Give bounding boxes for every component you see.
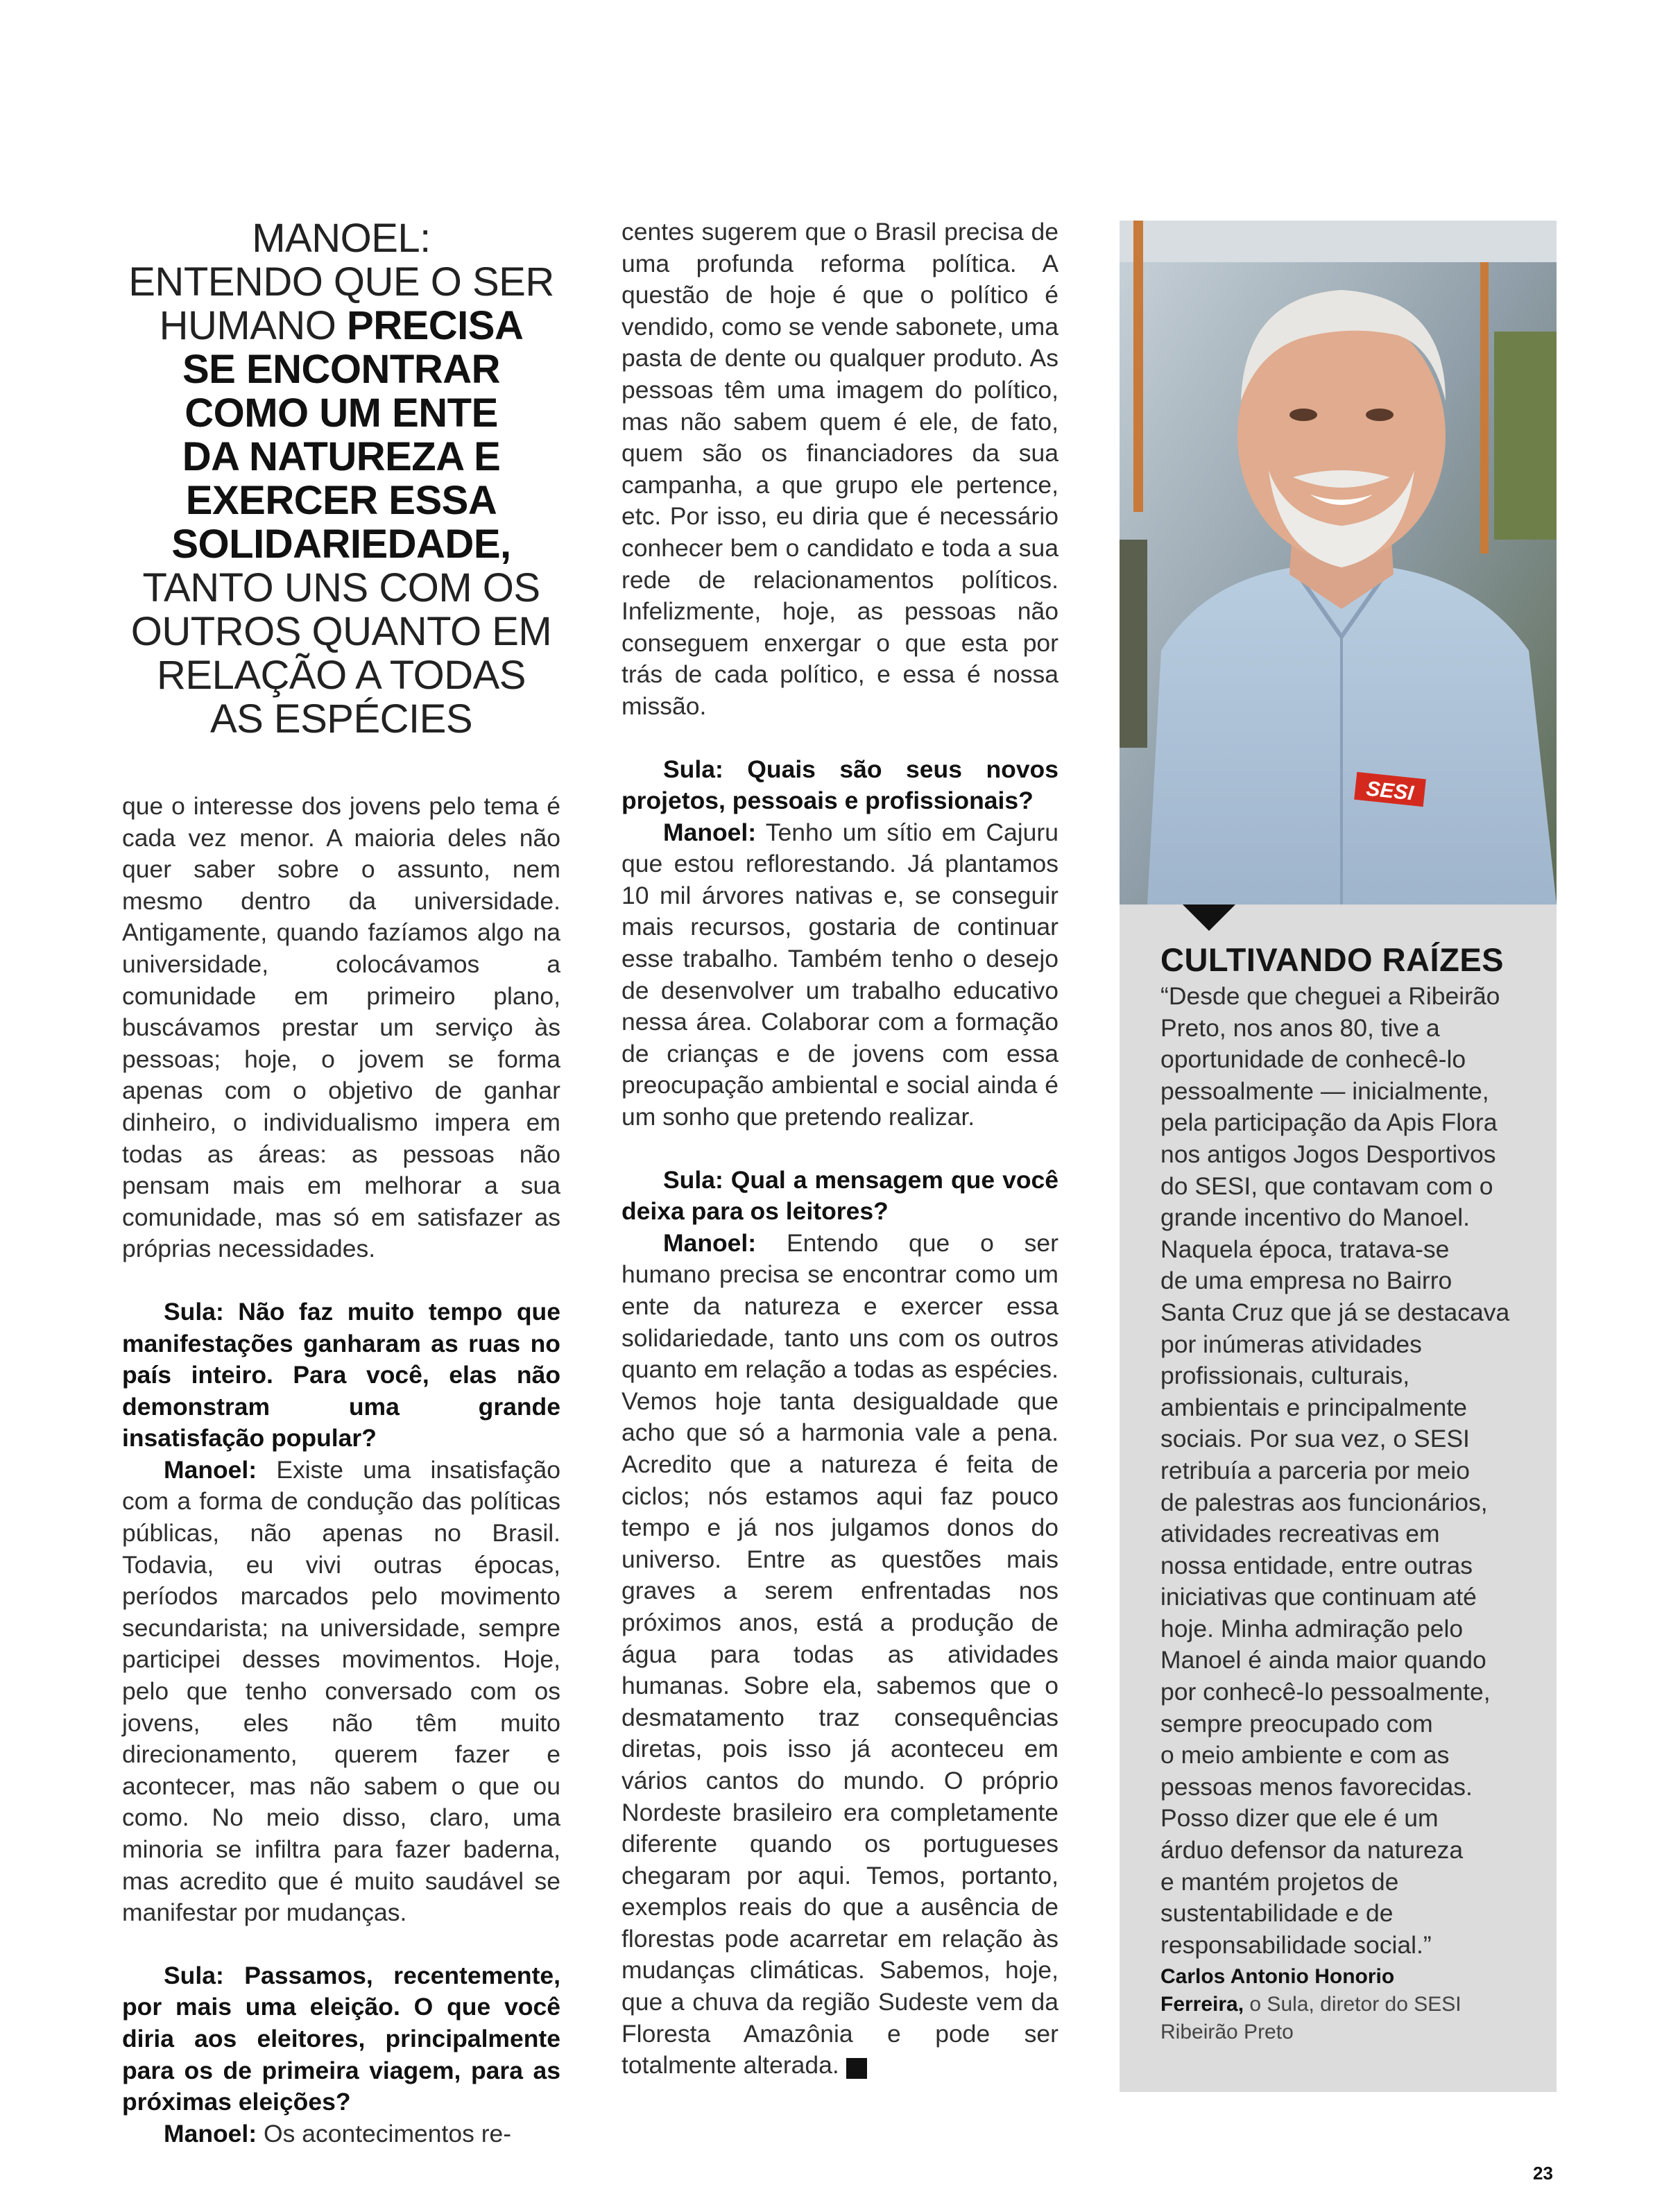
- speaker-label: Manoel:: [663, 818, 757, 846]
- sidebar-line: pessoas menos favorecidas.: [1160, 1772, 1473, 1801]
- sidebar-line: sustentabilidade e de: [1160, 1899, 1394, 1928]
- pull-quote-line: AS ESPÉCIES: [209, 696, 473, 741]
- portrait-photo: [1120, 221, 1557, 904]
- sidebar-line: Preto, nos anos 80, tive a: [1160, 1013, 1440, 1042]
- pull-quote-line: OUTROS QUANTO EM: [130, 609, 552, 654]
- signature-name: Ferreira,: [1160, 1993, 1244, 2016]
- sidebar-line: ambientais e principalmente: [1160, 1393, 1468, 1421]
- pull-quote: [122, 216, 560, 741]
- sidebar-line: nos antigos Jogos Desportivos: [1160, 1140, 1496, 1168]
- sidebar-line: do SESI, que contavam com o: [1160, 1172, 1493, 1200]
- pull-quote-fragment: HUMANO: [159, 303, 348, 348]
- interview-answer: [622, 1228, 1058, 2082]
- sidebar-line: de palestras aos funcionários,: [1160, 1488, 1488, 1516]
- sidebar-line: por inúmeras atividades: [1160, 1330, 1422, 1358]
- sidebar-line: iniciativas que continuam até: [1160, 1583, 1477, 1611]
- answer-text: Tenho um sítio em Cajuru que estou reflorestando. Já plantamos 10 mil árvores nativas e, se conseguir mais recursos, gostaria de continuar esse trabalho. Também tenho o desejo de desenvolver um trabalho educativo nessa área. Colaborar com a formação de crianças e de jovens com essa preocupação ambiental e social ainda é um sonho que pretendo realizar.: [622, 818, 1058, 1131]
- pull-quote-line: TANTO UNS COM OS: [142, 565, 540, 610]
- end-mark-icon: r: [846, 2058, 867, 2079]
- sidebar-line: de uma empresa no Bairro: [1160, 1267, 1452, 1295]
- speaker-label: Manoel:: [164, 2119, 257, 2147]
- sidebar-line: sociais. Por sua vez, o SESI: [1160, 1425, 1470, 1453]
- speaker-label: Manoel:: [663, 1228, 757, 1257]
- signature-role: o Sula, diretor do SESI: [1244, 1993, 1462, 2016]
- interview-question: Sula: Qual a mensagem que você deixa para os leitores?: [622, 1165, 1058, 1226]
- pull-quote-line: MANOEL:: [252, 216, 431, 261]
- pull-quote-line: EXERCER ESSA: [185, 478, 497, 523]
- sidebar-line: Naquela época, tratava-se: [1160, 1235, 1450, 1263]
- sidebar-line: árduo defensor da natureza: [1160, 1836, 1464, 1864]
- sidebar-title: CULTIVANDO RAÍZES: [1160, 941, 1505, 978]
- sidebar-line: por conhecê-lo pessoalmente,: [1160, 1678, 1491, 1706]
- answer-text: Existe uma insatisfação com a forma de condução das políticas públicas, não apenas no Brasil. Todavia, eu vivi outras épocas, períodos marcados pelo movimento secundarista; na universidade, sempre participei desses movimentos. Hoje, pelo que tenho conversado com os jovens, eles não têm muito direcionamento, querem fazer e acontecer, mas não sabem o que ou como. No meio disso, claro, uma minoria se infiltra para fazer baderna, mas acredito que é muito saudável se manifestar por mudanças.: [122, 1455, 560, 1927]
- sidebar-line: Posso dizer que ele é um: [1160, 1804, 1439, 1833]
- sidebar-line: Manoel é ainda maior quando: [1160, 1646, 1486, 1674]
- page-number: 23: [1533, 2163, 1553, 2184]
- signature-city: Ribeirão Preto: [1160, 2021, 1294, 2043]
- article-column-1: [122, 791, 560, 2150]
- pull-quote-line: COMO UM ENTE: [185, 391, 498, 436]
- interview-question: Sula: Passamos, recentemente, por mais uma eleição. O que você diria aos eleitores, principalmente para os de primeira viagem, para as próximas eleições?: [122, 1961, 560, 2116]
- sidebar-body: [1160, 981, 1535, 1961]
- answer-text: Os acontecimentos re-: [257, 2119, 512, 2147]
- sidebar-line: hoje. Minha admiração pelo: [1160, 1614, 1464, 1643]
- sidebar-line: o meio ambiente e com as: [1160, 1741, 1450, 1769]
- pull-quote-emphasis: PRECISA: [347, 303, 524, 348]
- interview-question: Sula: Quais são seus novos projetos, pessoais e profissionais?: [622, 755, 1058, 815]
- sidebar-line: pessoalmente — inicialmente,: [1160, 1077, 1489, 1105]
- interview-answer: [122, 1455, 560, 1929]
- interview-answer: [622, 817, 1058, 1133]
- sidebar-line: pela participação da Apis Flora: [1160, 1108, 1498, 1137]
- sidebar-line: oportunidade de conhecê-lo: [1160, 1045, 1466, 1074]
- paragraph: que o interesse dos jovens pelo tema é cada vez menor. A maioria deles não quer saber sobre o assunto, nem mesmo dentro da universidade. Antigamente, quando fazíamos algo na universidade, colocávamos a comunidade em primeiro plano, buscávamos prestar um serviço às pessoas; hoje, o jovem se forma apenas com o objetivo de ganhar dinheiro, o individualismo impera em todas as áreas: as pessoas não pensam mais em melhorar a sua comunidade, mas só em satisfazer as próprias necessidades.: [122, 792, 560, 1263]
- sidebar-line: Santa Cruz que já se destacava: [1160, 1298, 1510, 1326]
- sidebar-line: grande incentivo do Manoel.: [1160, 1203, 1471, 1232]
- pointer-arrow-icon: [1183, 904, 1235, 931]
- pull-quote-line: RELAÇÃO A TODAS: [157, 653, 526, 698]
- pull-quote-line: [122, 304, 560, 348]
- pull-quote-line: ENTENDO QUE O SER: [128, 259, 554, 305]
- sidebar-line: atividades recreativas em: [1160, 1520, 1440, 1548]
- sidebar-line: retribuía a parceria por meio: [1160, 1456, 1470, 1484]
- pull-quote-line: SOLIDARIEDADE,: [171, 522, 511, 567]
- article-column-2: [622, 216, 1058, 2082]
- sidebar-line: responsabilidade social.”: [1160, 1930, 1432, 1959]
- sidebar-line: nossa entidade, entre outras: [1160, 1551, 1473, 1579]
- answer-text: Entendo que o ser humano precisa se encontrar como um ente da natureza e exercer essa solidariedade, tanto uns com os outros quanto em relação a todas as espécies. Vemos hoje tanta desigualdade que acho que só a harmonia vale a pena. Acredito que a natureza é feita de ciclos; nós estamos aqui faz pouco tempo e já nos julgamos donos do universo. Entre as questões mais graves a serem enfrentadas nos próximos anos, está a produção de água para todas as atividades humanas. Sobre ela, sabemos que o desmatamento traz consequências diretas, pois isso já aconteceu em vários cantos do mundo. O próprio Nordeste brasileiro era completamente diferente quando os portugueses chegaram por aqui. Temos, portanto, exemplos reais do que a ausência de florestas pode acarretar em relação às mudanças climáticas. Sabemos, hoje, que a chuva da região Sudeste vem da Floresta Amazônia e pode ser totalmente alterada.: [622, 1228, 1058, 2080]
- pull-quote-line: SE ENCONTRAR: [182, 347, 501, 392]
- portrait-illustration: [1120, 221, 1557, 904]
- sidebar-line: profissionais, culturais,: [1160, 1362, 1410, 1390]
- interview-question: Sula: Não faz muito tempo que manifestações ganharam as ruas no país inteiro. Para você, elas não demonstram uma grande insatisfação popular?: [122, 1297, 560, 1452]
- interview-answer: [122, 2118, 560, 2150]
- paragraph: centes sugerem que o Brasil precisa de uma profunda reforma política. A questão de hoje é que o político é vendido, como se vende sabonete, uma pasta de dente ou qualquer produto. As pessoas têm uma imagem do político, mas não sabem quem é ele, de fato, quem são os financiadores da sua campanha, a que grupo ele pertence, etc. Por isso, eu diria que é necessário conhecer bem o candidato e toda a sua rede de relacionamentos políticos. Infelizmente, hoje, as pessoas não conseguem enxergar o que esta por trás de cada político, e essa é nossa missão.: [622, 218, 1058, 720]
- sidebar-line: “Desde que cheguei a Ribeirão: [1160, 982, 1500, 1010]
- sidebar-line: sempre preocupado com: [1160, 1709, 1433, 1738]
- pull-quote-line: DA NATUREZA E: [182, 434, 501, 479]
- sidebar-signature: [1160, 1963, 1535, 2046]
- speaker-label: Manoel:: [164, 1455, 257, 1484]
- signature-name: Carlos Antonio Honorio: [1160, 1965, 1395, 1988]
- sesi-logo: SESI: [1365, 777, 1415, 805]
- sidebar-line: e mantém projetos de: [1160, 1867, 1399, 1896]
